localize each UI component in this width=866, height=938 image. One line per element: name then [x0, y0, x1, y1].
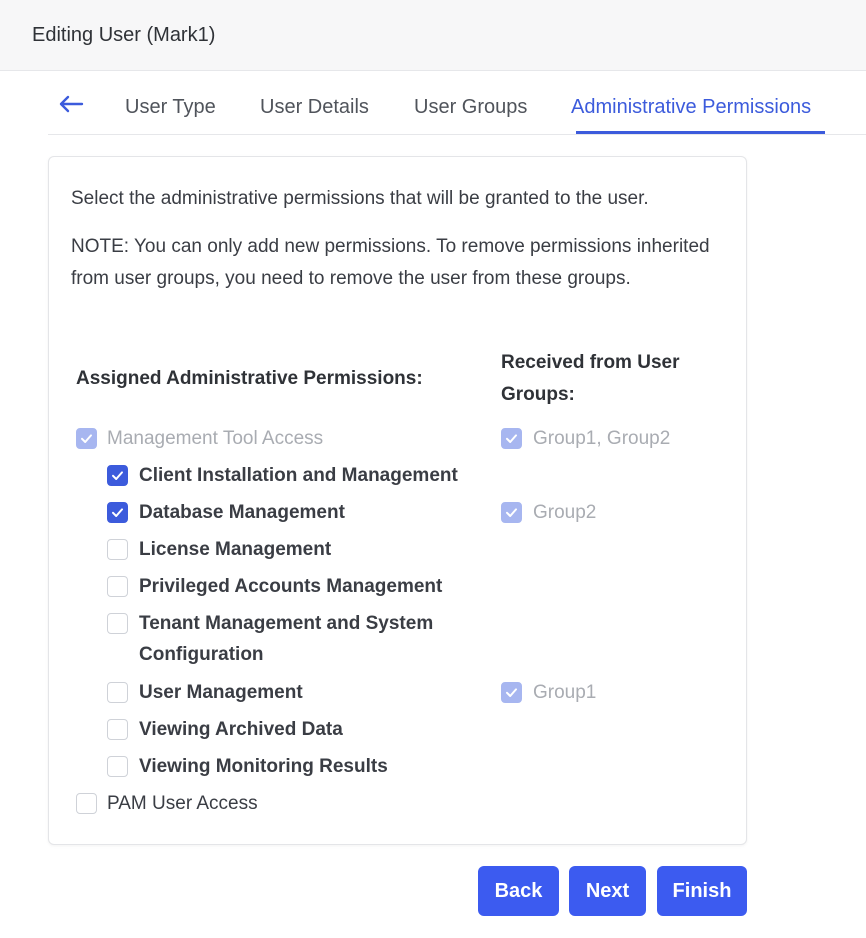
check-icon [505, 686, 518, 699]
next-button[interactable]: Next [569, 866, 646, 916]
received-header-line2: Groups: [501, 384, 575, 405]
checkbox-viewing-archived-data[interactable] [107, 719, 128, 740]
checkbox-license-management[interactable] [107, 539, 128, 560]
checkbox-database-management[interactable] [107, 502, 128, 523]
checkbox-management-tool-access [76, 428, 97, 449]
active-tab-indicator [576, 131, 825, 134]
perm-label-license-management: License Management [139, 539, 332, 560]
wizard-tabs [48, 86, 866, 135]
group-check-management-tool-access [501, 428, 522, 449]
perm-label-privileged-accounts: Privileged Accounts Management [139, 576, 443, 597]
tab-user-groups[interactable]: User Groups [414, 96, 528, 118]
group-check-user-management [501, 682, 522, 703]
checkbox-viewing-monitoring-results[interactable] [107, 756, 128, 777]
received-header-line1: Received from User [501, 352, 680, 373]
checkbox-tenant-management[interactable] [107, 613, 128, 634]
tab-administrative-permissions[interactable]: Administrative Permissions [571, 96, 812, 118]
checkbox-user-management[interactable] [107, 682, 128, 703]
check-icon [111, 506, 124, 519]
perm-label-viewing-monitoring-results: Viewing Monitoring Results [139, 756, 388, 777]
group-label-user-management: Group1 [533, 682, 597, 703]
tab-user-details[interactable]: User Details [260, 96, 369, 118]
group-label-management-tool-access: Group1, Group2 [533, 428, 671, 449]
perm-label-database-management: Database Management [139, 502, 345, 523]
perm-label-client-installation: Client Installation and Management [139, 465, 458, 486]
group-label-database-management: Group2 [533, 502, 597, 523]
assigned-permissions-header: Assigned Administrative Permissions: [76, 368, 423, 389]
page-title: Editing User (Mark1) [32, 24, 216, 46]
group-check-database-management [501, 502, 522, 523]
perm-label-management-tool-access: Management Tool Access [107, 428, 324, 449]
perm-label-pam-user-access: PAM User Access [107, 793, 258, 814]
permissions-card [48, 156, 747, 845]
perm-label-tenant-management-line1: Tenant Management and System [139, 613, 434, 634]
back-button[interactable]: Back [478, 866, 559, 916]
perm-label-user-management: User Management [139, 682, 303, 703]
finish-button[interactable]: Finish [657, 866, 747, 916]
perm-label-tenant-management-line2: Configuration [139, 644, 264, 665]
checkbox-pam-user-access[interactable] [76, 793, 97, 814]
check-icon [505, 506, 518, 519]
check-icon [505, 432, 518, 445]
checkbox-client-installation[interactable] [107, 465, 128, 486]
tab-user-type[interactable]: User Type [125, 96, 216, 118]
check-icon [111, 469, 124, 482]
checkbox-privileged-accounts[interactable] [107, 576, 128, 597]
perm-label-viewing-archived-data: Viewing Archived Data [139, 719, 343, 740]
intro-text: Select the administrative permissions that will be granted to the user. [71, 188, 649, 209]
page-header [0, 0, 866, 71]
check-icon [80, 432, 93, 445]
note-text: NOTE: You can only add new permissions. To remove permissions inherited from user groups, you need to remove the user from these groups. [71, 236, 710, 289]
back-arrow-icon[interactable] [58, 93, 84, 115]
